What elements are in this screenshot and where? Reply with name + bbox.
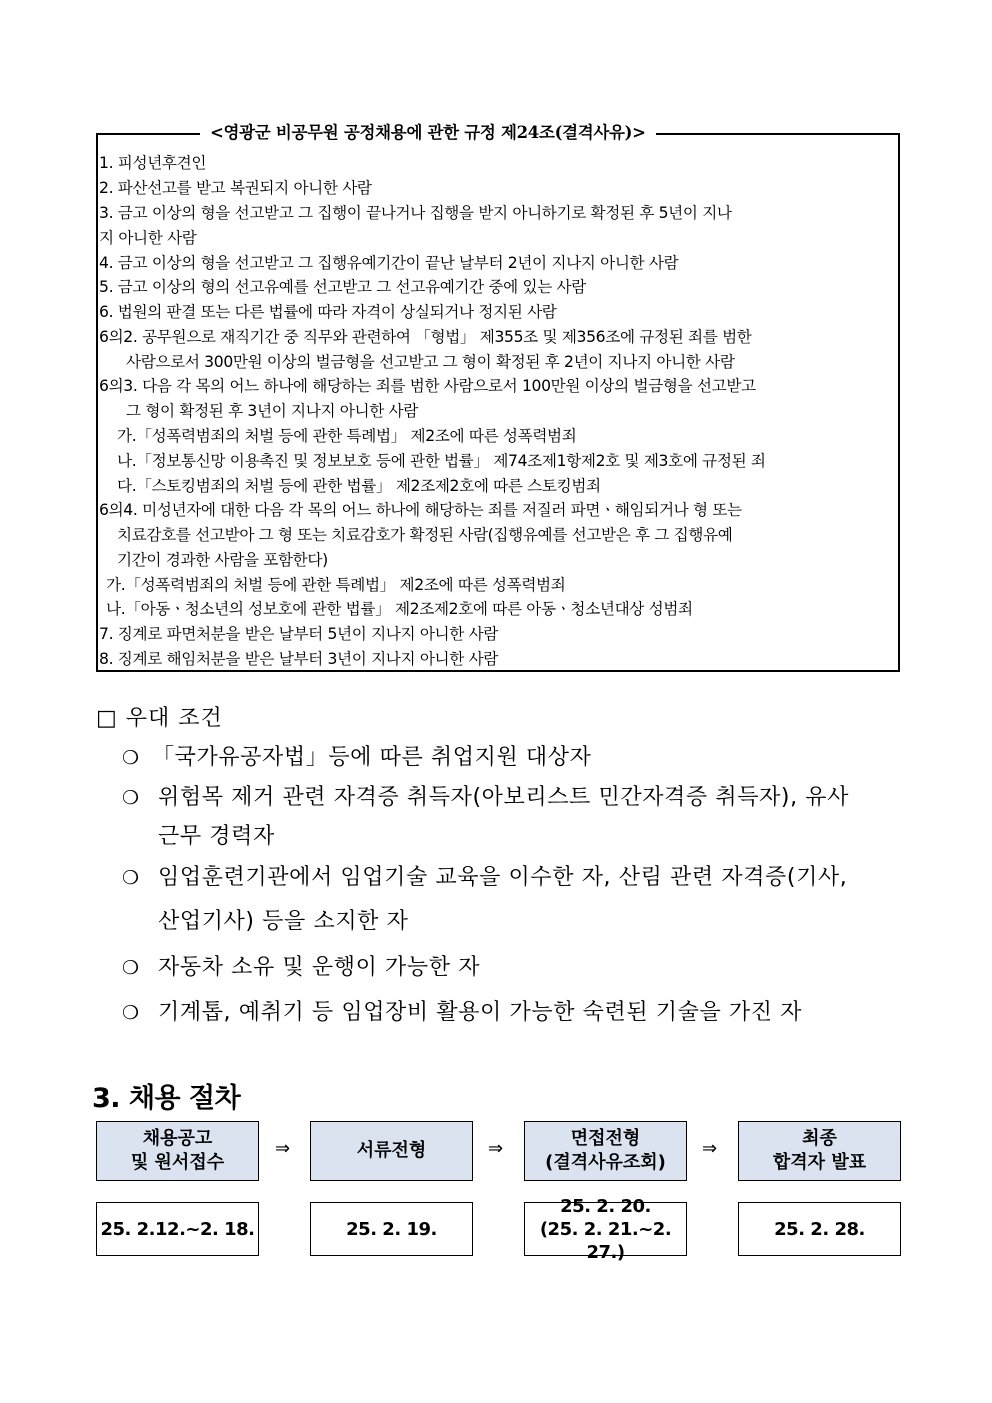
disqualification-item: 기간이 경과한 사람을 포함한다) [117, 551, 328, 569]
step-box-announcement [96, 1121, 259, 1181]
preference-item: 산업기사) 등을 소지한 자 [158, 909, 409, 934]
disqualification-item: 가.「성폭력범죄의 처벌 등에 관한 특례법」 제2조에 따른 성폭력범죄 [106, 576, 566, 594]
preference-item: 근무 경력자 [158, 824, 275, 849]
step-label: 채용공고 [142, 1128, 213, 1149]
step-box-final-announcement [738, 1121, 901, 1181]
bullet-icon: ❍ [122, 957, 140, 979]
disqualification-item: 가.「성폭력범죄의 처벌 등에 관한 특례법」 제2조에 따른 성폭력범죄 [117, 427, 577, 445]
date-box-document-screening [310, 1202, 473, 1256]
arrow-right-icon: ⇒ [275, 1138, 291, 1159]
disqualification-item: 6의2. 공무원으로 재직기간 중 직무와 관련하여 「형법」 제355조 및 제356조에 규정된 죄를 범한 [99, 328, 752, 346]
step-label: 면접전형 [570, 1128, 641, 1149]
procedure-title: 3. 채용 절차 [92, 1083, 241, 1114]
preference-item: 임업훈련기관에서 임업기술 교육을 이수한 자, 산림 관련 자격증(기사, [158, 865, 848, 890]
step-label: 최종 [802, 1128, 837, 1149]
disqualification-item: 사람으로서 300만원 이상의 벌금형을 선고받고 그 형이 확정된 후 2년이 지나지 아니한 사람 [126, 353, 735, 371]
date-text: 25. 2. 28. [774, 1218, 865, 1240]
disqualification-title: <영광군 비공무원 공정채용에 관한 규정 제24조(결격사유)> [200, 122, 656, 144]
disqualification-item: 6. 법원의 판결 또는 다른 법률에 따라 자격이 상실되거나 정지된 사람 [99, 303, 557, 321]
step-box-interview [524, 1121, 687, 1181]
bullet-icon: ❍ [122, 1002, 140, 1024]
disqualification-item: 나.「아동ㆍ청소년의 성보호에 관한 법률」 제2조제2호에 따른 아동ㆍ청소년대상 성범죄 [106, 600, 693, 618]
step-label: 및 원서접수 [130, 1152, 225, 1173]
step-label: 서류전형 [356, 1140, 427, 1161]
disqualification-item: 다.「스토킹범죄의 처벌 등에 관한 법률」 제2조제2호에 따른 스토킹범죄 [117, 477, 601, 495]
date-text: (25. 2. 21.~2. 27.) [539, 1218, 672, 1263]
date-text: 25. 2. 20. [560, 1195, 651, 1217]
date-box-interview [524, 1195, 687, 1263]
preference-heading: □ 우대 조건 [96, 706, 223, 731]
date-text: 25. 2. 19. [346, 1218, 437, 1240]
disqualification-item: 7. 징계로 파면처분을 받은 날부터 5년이 지나지 아니한 사람 [99, 625, 499, 643]
arrow-right-icon: ⇒ [488, 1138, 504, 1159]
disqualification-item: 8. 징계로 해임처분을 받은 날부터 3년이 지나지 아니한 사람 [99, 650, 499, 668]
date-text: 25. 2.12.~2. 18. [100, 1218, 255, 1240]
arrow-right-icon: ⇒ [702, 1138, 718, 1159]
bullet-icon: ❍ [122, 787, 140, 809]
date-box-announcement [96, 1202, 259, 1256]
disqualification-item: 4. 금고 이상의 형을 선고받고 그 집행유예기간이 끝난 날부터 2년이 지나지 아니한 사람 [99, 254, 679, 272]
preference-item: 위험목 제거 관련 자격증 취득자(아보리스트 민간자격증 취득자), 유사 [158, 785, 849, 810]
disqualification-item: 2. 파산선고를 받고 복권되지 아니한 사람 [99, 179, 372, 197]
disqualification-item: 3. 금고 이상의 형을 선고받고 그 집행이 끝나거나 집행을 받지 아니하기로 확정된 후 5년이 지나 [99, 204, 732, 222]
disqualification-item: 그 형이 확정된 후 3년이 지나지 아니한 사람 [126, 402, 418, 420]
disqualification-item: 나.「정보통신망 이용촉진 및 정보보호 등에 관한 법률」 제74조제1항제2호 및 제3호에 규정된 죄 [117, 452, 766, 470]
preference-item: 「국가유공자법」등에 따른 취업지원 대상자 [152, 745, 592, 770]
preference-item: 기계톱, 예취기 등 임업장비 활용이 가능한 숙련된 기술을 가진 자 [158, 1000, 803, 1025]
disqualification-item: 1. 피성년후견인 [99, 154, 207, 172]
disqualification-item: 치료감호를 선고받아 그 형 또는 치료감호가 확정된 사람(집행유예를 선고받은 후 그 집행유예 [117, 526, 733, 544]
date-box-final-announcement [738, 1202, 901, 1256]
step-label: 합격자 발표 [772, 1152, 867, 1173]
disqualification-item: 6의3. 다음 각 목의 어느 하나에 해당하는 죄를 범한 사람으로서 100만원 이상의 벌금형을 선고받고 [99, 377, 756, 395]
step-label: (결격사유조회) [545, 1152, 666, 1173]
preference-item: 자동차 소유 및 운행이 가능한 자 [158, 955, 481, 980]
disqualification-item: 5. 금고 이상의 형의 선고유예를 선고받고 그 선고유예기간 중에 있는 사람 [99, 278, 586, 296]
disqualification-item: 지 아니한 사람 [99, 229, 197, 247]
bullet-icon: ❍ [122, 867, 140, 889]
bullet-icon: ❍ [122, 747, 140, 769]
disqualification-item: 6의4. 미성년자에 대한 다음 각 목의 어느 하나에 해당하는 죄를 저질러 파면ㆍ해임되거나 형 또는 [99, 501, 742, 519]
step-box-document-screening [310, 1121, 473, 1181]
